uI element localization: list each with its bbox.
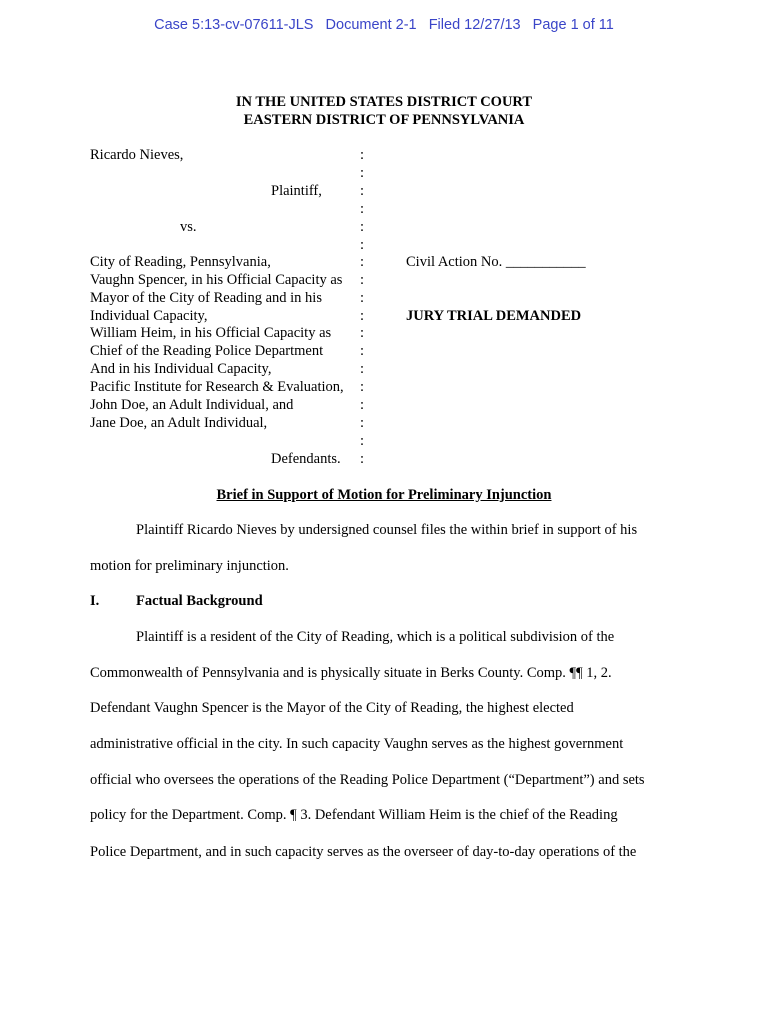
caption-colon: : [360, 343, 365, 359]
court-district-line: EASTERN DISTRICT OF PENNSYLVANIA [243, 112, 525, 128]
paragraph-line: Plaintiff is a resident of the City of Reading, which is a political subdivision of the [136, 629, 615, 645]
defendant-line: John Doe, an Adult Individual, and [90, 397, 294, 413]
caption-colon: : [360, 201, 365, 217]
plaintiff-label: Plaintiff, [271, 183, 322, 199]
civil-action-number: Civil Action No. ___________ [406, 254, 586, 270]
brief-title: Brief in Support of Motion for Preliminary Injunction [216, 487, 552, 503]
caption-colon: : [360, 165, 365, 181]
caption-colon: : [360, 397, 365, 413]
case-filing-stamp: Case 5:13-cv-07611-JLS Document 2-1 Filed 12/27/13 Page 1 of 11 [154, 17, 614, 33]
court-title [0, 93, 768, 129]
paragraph-line: Commonwealth of Pennsylvania and is physically situate in Berks County. Comp. ¶¶ 1, 2. [90, 665, 612, 681]
caption-colon: : [360, 183, 365, 199]
defendant-line: Mayor of the City of Reading and in his [90, 290, 322, 306]
defendant-line: William Heim, in his Official Capacity as [90, 325, 332, 341]
court-name-line: IN THE UNITED STATES DISTRICT COURT [235, 94, 533, 110]
caption-colon: : [360, 237, 365, 253]
paragraph-line: administrative official in the city. In such capacity Vaughn serves as the highest government [90, 736, 624, 752]
paragraph-line: Police Department, and in such capacity serves as the overseer of day-to-day operations of the [90, 844, 637, 860]
defendant-line: Chief of the Reading Police Department [90, 343, 324, 359]
jury-trial-demand: JURY TRIAL DEMANDED [406, 308, 582, 324]
defendant-line: Pacific Institute for Research & Evaluation, [90, 379, 344, 395]
caption-colon: : [360, 325, 365, 341]
defendant-line: City of Reading, Pennsylvania, [90, 254, 271, 270]
paragraph-line: Defendant Vaughn Spencer is the Mayor of the City of Reading, the highest elected [90, 700, 574, 716]
caption-colon: : [360, 451, 365, 467]
section-heading: Factual Background [136, 593, 263, 609]
caption-colon: : [360, 415, 365, 431]
versus-label: vs. [180, 219, 197, 235]
defendants-label: Defendants. [271, 451, 341, 467]
caption-colon: : [360, 433, 365, 449]
paragraph-line: official who oversees the operations of the Reading Police Department (“Department”) and sets [90, 772, 645, 788]
caption-colon: : [360, 272, 365, 288]
defendant-line: And in his Individual Capacity, [90, 361, 272, 377]
caption-colon: : [360, 219, 365, 235]
paragraph-line: policy for the Department. Comp. ¶ 3. Defendant William Heim is the chief of the Reading [90, 807, 618, 823]
caption-colon: : [360, 147, 365, 163]
paragraph-line: Plaintiff Ricardo Nieves by undersigned counsel files the within brief in support of his [136, 522, 638, 538]
section-number: I. [90, 593, 100, 609]
defendant-line: Individual Capacity, [90, 308, 208, 324]
defendant-line: Vaughn Spencer, in his Official Capacity as [90, 272, 343, 288]
caption-colon: : [360, 308, 365, 324]
caption-colon: : [360, 254, 365, 270]
caption-colon: : [360, 379, 365, 395]
caption-colon: : [360, 290, 365, 306]
plaintiff-name: Ricardo Nieves, [90, 147, 184, 163]
paragraph-line: motion for preliminary injunction. [90, 558, 289, 574]
defendant-line: Jane Doe, an Adult Individual, [90, 415, 268, 431]
caption-colon: : [360, 361, 365, 377]
